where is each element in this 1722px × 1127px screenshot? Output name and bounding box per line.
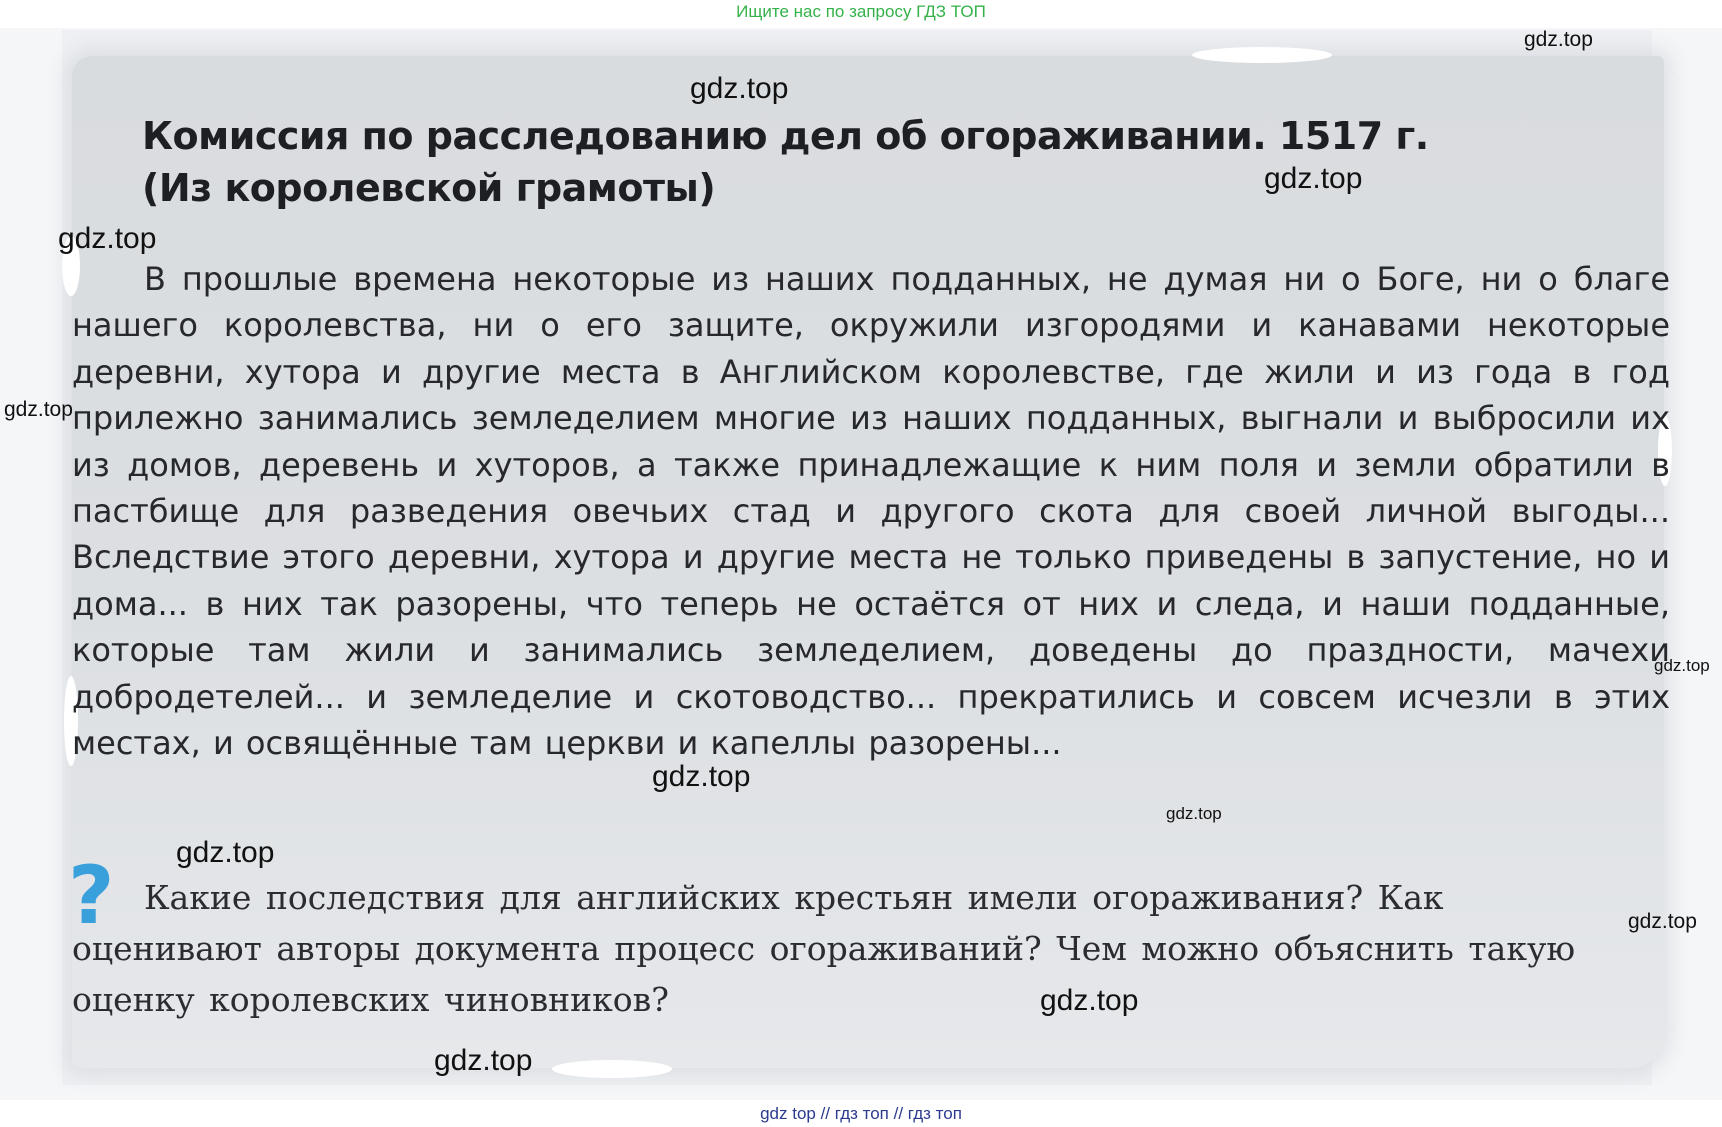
question-mark-icon: ? xyxy=(68,849,115,942)
document-title: Комиссия по расследованию дел об огораживании. 1517 г. (Из королевской грамоты) xyxy=(142,114,1429,210)
watermark: gdz.top xyxy=(1524,28,1593,51)
watermark: gdz.top xyxy=(1628,910,1697,933)
card-torn-edge xyxy=(552,1060,672,1078)
watermark: gdz.top xyxy=(1654,656,1710,675)
watermark: gdz.top xyxy=(434,1044,533,1077)
watermark: gdz.top xyxy=(1040,984,1139,1017)
watermark: gdz.top xyxy=(176,836,275,869)
watermark: gdz.top xyxy=(690,72,789,105)
document-text: В прошлые времена некоторые из наших подданных, не думая ни о Боге, ни о благе нашего королевства, ни о его защите, окружили изгородями и канавами некоторые деревни, хутора и другие места в Английском королевстве, где жили и из года в год прилежно занимались земледелием многие из наших подданных, выгнали и выбросили их из домов, деревень и хуторов, а также принадлежащие к ним поля и земли обратили в пастбище для разведения овечьих стад и другого скота для своей личной выгоды... Вследствие этого деревни, хутора и другие места не только приведены в запустение, но и дома... в них так разорены, что теперь не остаётся от них и следа, и наши подданные, которые там жили и занимались земледелием, доведены до праздности, мачехи добродетелей... и земледелие и скотоводство... прекратились и совсем исчезли в этих местах, и освящённые там церкви и капеллы разорены... xyxy=(72,260,1670,763)
bottom-banner-links[interactable]: gdz top // гдз топ // гдз топ xyxy=(760,1104,962,1123)
watermark: gdz.top xyxy=(652,760,751,793)
top-banner-link[interactable]: Ищите нас по запросу ГДЗ ТОП xyxy=(736,2,986,21)
question-text: Какие последствия для английских крестьян имели огораживания? Как оценивают авторы документа процесс огораживаний? Чем можно объяснить такую оценку королевских чиновников? xyxy=(72,878,1576,1019)
card-torn-edge xyxy=(1192,47,1332,63)
watermark: gdz.top xyxy=(1166,804,1222,823)
watermark: gdz.top xyxy=(58,222,157,255)
watermark: gdz.top xyxy=(4,398,73,421)
watermark: gdz.top xyxy=(1264,162,1363,195)
